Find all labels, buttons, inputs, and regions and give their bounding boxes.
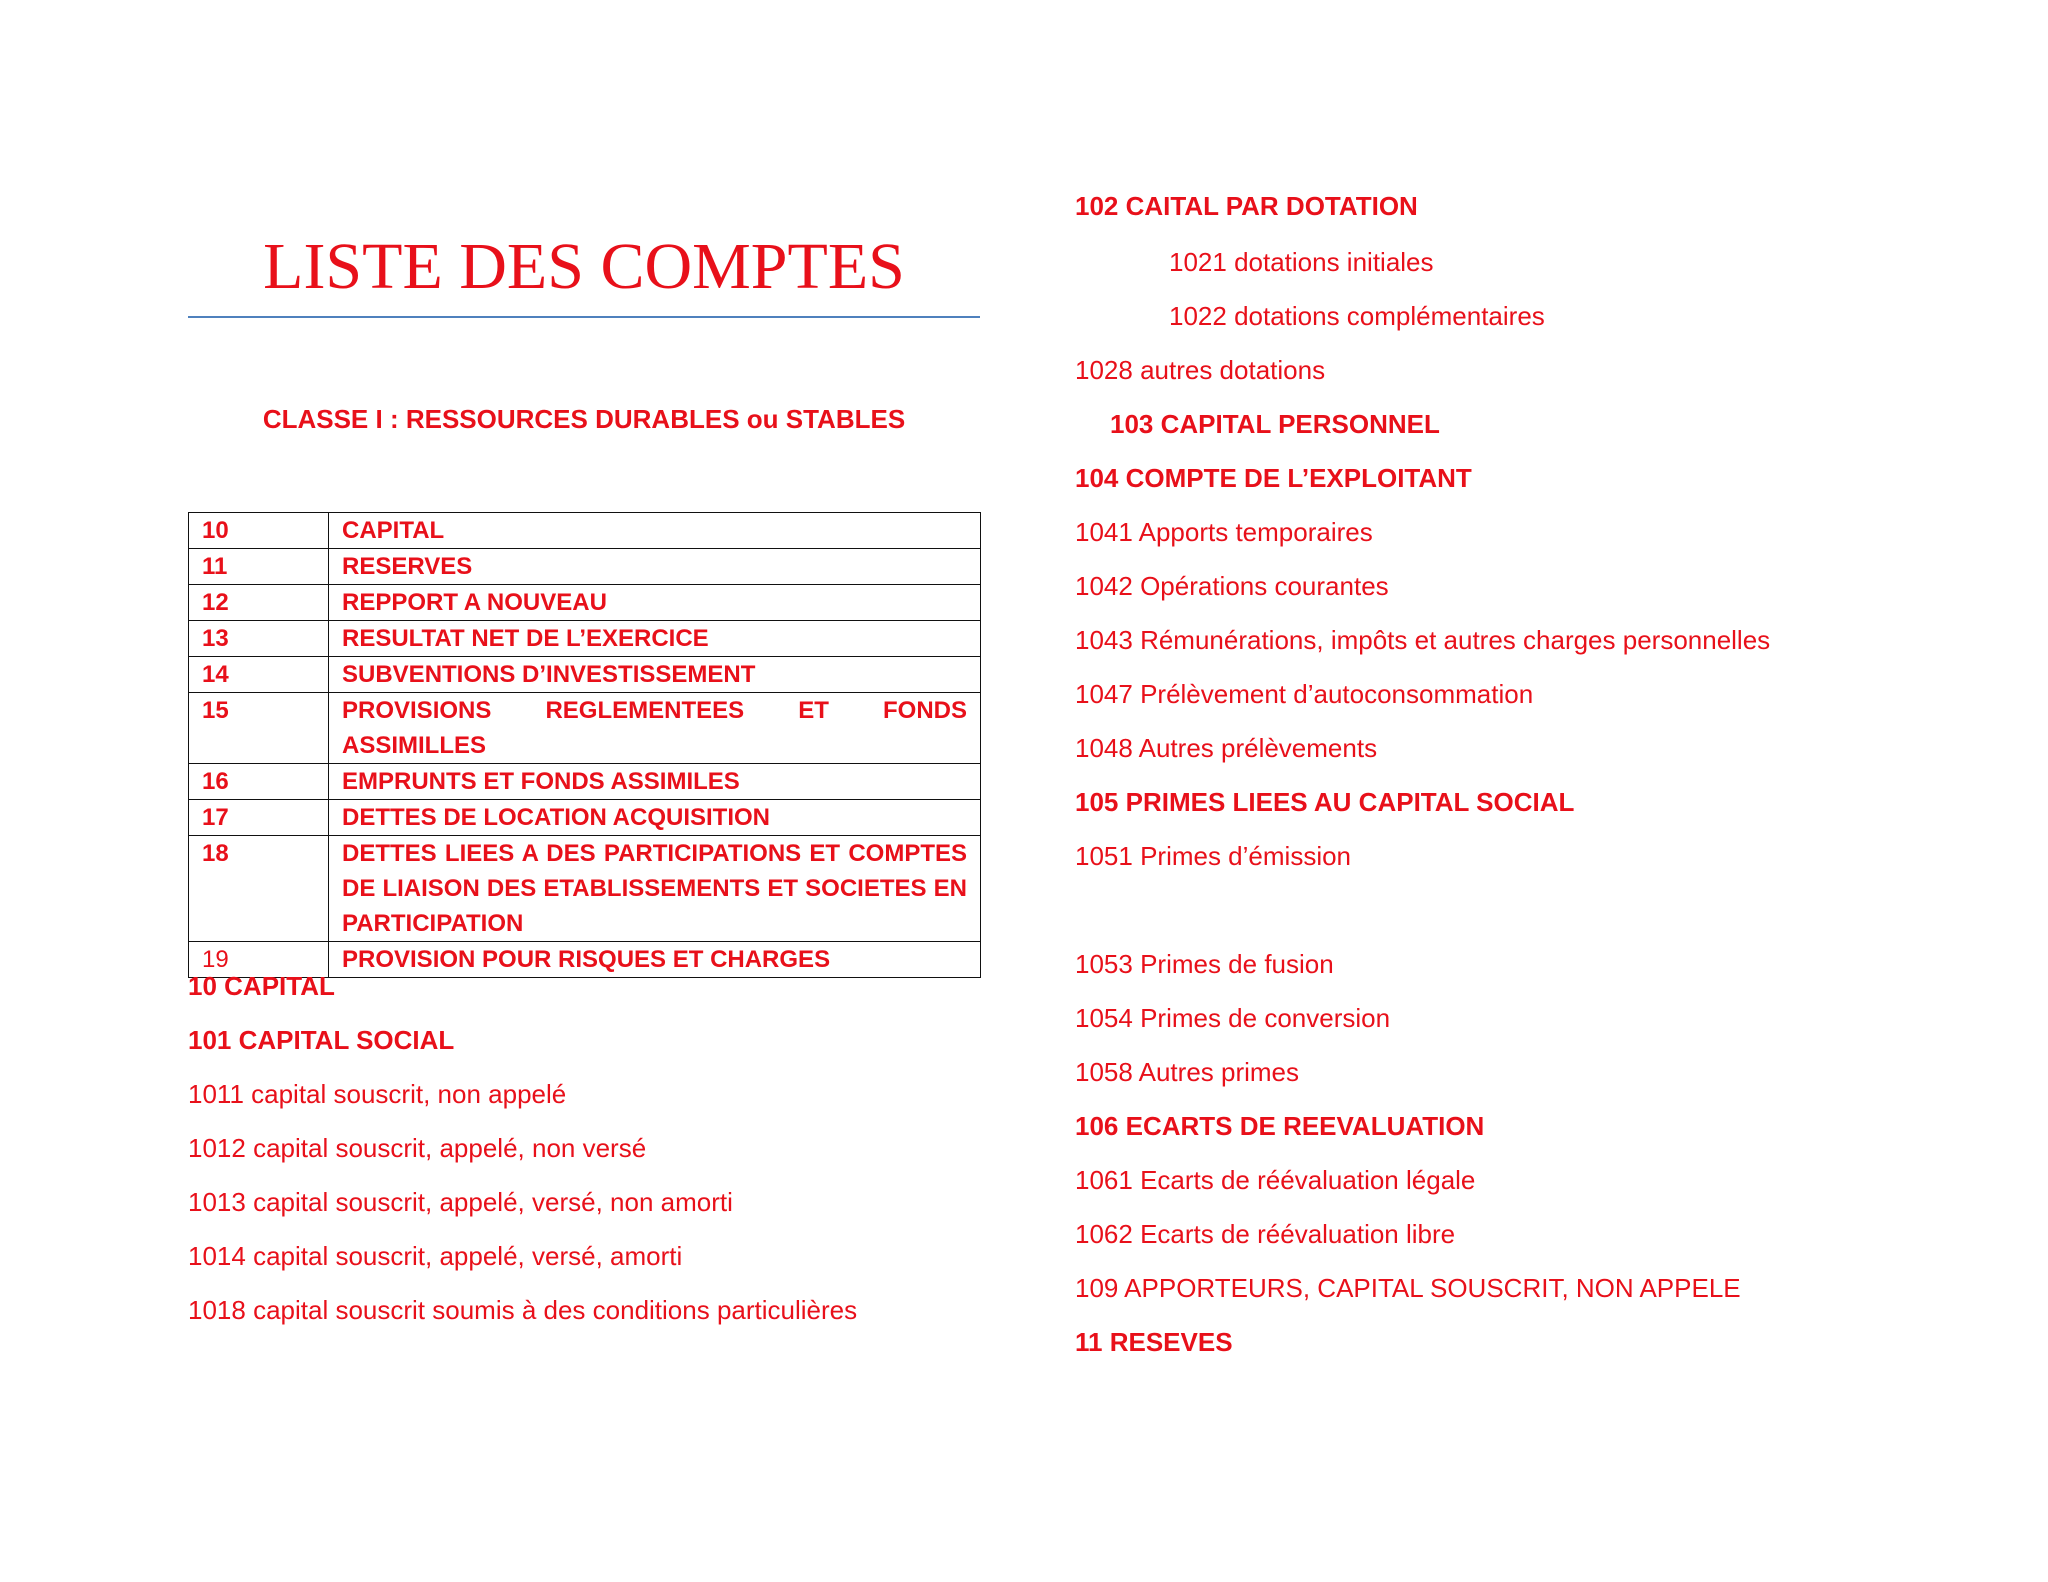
account-code: 19 xyxy=(189,942,329,978)
account-code: 13 xyxy=(189,621,329,657)
table-row xyxy=(189,585,981,621)
table-row xyxy=(189,764,981,800)
account-code: 18 xyxy=(189,836,329,942)
account-label: REPPORT A NOUVEAU xyxy=(329,585,981,621)
account-item: 1014 capital souscrit, appelé, versé, amorti xyxy=(188,1241,683,1271)
account-item: 1047 Prélèvement d’autoconsommation xyxy=(1075,679,1534,709)
account-heading: 102 CAITAL PAR DOTATION xyxy=(1075,191,1418,221)
account-code: 16 xyxy=(189,764,329,800)
account-item: 1048 Autres prélèvements xyxy=(1075,733,1378,763)
account-code: 14 xyxy=(189,657,329,693)
account-label: PROVISION POUR RISQUES ET CHARGES xyxy=(329,942,981,978)
account-label: CAPITAL xyxy=(329,513,981,549)
account-item: 1028 autres dotations xyxy=(1075,355,1326,385)
table-row xyxy=(189,513,981,549)
account-code: 17 xyxy=(189,800,329,836)
table-row xyxy=(189,836,981,942)
account-heading: 106 ECARTS DE REEVALUATION xyxy=(1075,1111,1485,1141)
title-underline xyxy=(188,316,980,318)
table-row xyxy=(189,549,981,585)
account-item: 1022 dotations complémentaires xyxy=(1169,301,1545,331)
page-title: LISTE DES COMPTES xyxy=(263,230,905,303)
account-item: 1062 Ecarts de réévaluation libre xyxy=(1075,1219,1456,1249)
account-heading: 10 CAPITAL xyxy=(188,971,335,1001)
account-item: 1061 Ecarts de réévaluation légale xyxy=(1075,1165,1476,1195)
table-row xyxy=(189,693,981,764)
account-label: DETTES LIEES A DES PARTICIPATIONS ET COMPTES DE LIAISON DES ETABLISSEMENTS ET SOCIETES EN PARTICIPATION xyxy=(329,836,981,942)
account-item: 1053 Primes de fusion xyxy=(1075,949,1334,979)
account-item: 1012 capital souscrit, appelé, non versé xyxy=(188,1133,647,1163)
account-label: RESULTAT NET DE L’EXERCICE xyxy=(329,621,981,657)
account-item: 1013 capital souscrit, appelé, versé, non amorti xyxy=(188,1187,733,1217)
account-item: 1042 Opérations courantes xyxy=(1075,571,1389,601)
account-label: EMPRUNTS ET FONDS ASSIMILES xyxy=(329,764,981,800)
account-label: RESERVES xyxy=(329,549,981,585)
account-item: 1043 Rémunérations, impôts et autres charges personnelles xyxy=(1075,625,1771,655)
account-item: 1018 capital souscrit soumis à des conditions particulières xyxy=(188,1295,858,1325)
account-heading: 104 COMPTE DE L’EXPLOITANT xyxy=(1075,463,1472,493)
account-item: 1051 Primes d’émission xyxy=(1075,841,1352,871)
account-code: 10 xyxy=(189,513,329,549)
accounts-table xyxy=(188,512,981,978)
account-code: 15 xyxy=(189,693,329,764)
account-heading: 101 CAPITAL SOCIAL xyxy=(188,1025,455,1055)
account-item: 1011 capital souscrit, non appelé xyxy=(188,1079,567,1109)
account-item: 1041 Apports temporaires xyxy=(1075,517,1373,547)
account-label: SUBVENTIONS D’INVESTISSEMENT xyxy=(329,657,981,693)
account-label: PROVISIONS REGLEMENTEES ET FONDS ASSIMILLES xyxy=(329,693,981,764)
account-heading: 11 RESEVES xyxy=(1075,1327,1233,1357)
account-item: 109 APPORTEURS, CAPITAL SOUSCRIT, NON APPELE xyxy=(1075,1273,1741,1303)
account-item: 1058 Autres primes xyxy=(1075,1057,1300,1087)
account-code: 12 xyxy=(189,585,329,621)
account-code: 11 xyxy=(189,549,329,585)
account-item: 1054 Primes de conversion xyxy=(1075,1003,1391,1033)
table-row xyxy=(189,800,981,836)
class-heading: CLASSE I : RESSOURCES DURABLES ou STABLES xyxy=(262,404,906,434)
account-heading: 103 CAPITAL PERSONNEL xyxy=(1110,409,1440,439)
account-heading: 105 PRIMES LIEES AU CAPITAL SOCIAL xyxy=(1075,787,1575,817)
account-item: 1021 dotations initiales xyxy=(1169,247,1434,277)
table-row xyxy=(189,621,981,657)
table-row xyxy=(189,657,981,693)
account-label: DETTES DE LOCATION ACQUISITION xyxy=(329,800,981,836)
